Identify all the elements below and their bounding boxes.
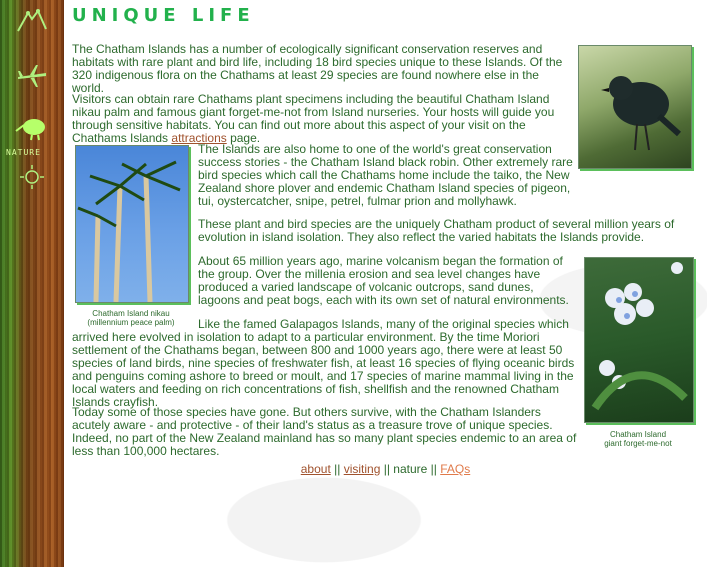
sidebar	[0, 0, 64, 567]
hands-icon[interactable]	[12, 6, 52, 36]
survival-paragraph: Today some of those species have gone. But others survive, with the Chatham Islanders acutely aware - and protective - of their land's status as a treasure trove of unique species. Indeed, no part of the New Zealand mainland has so many plant species endemic to an area of less than 100,000 hectares.	[72, 405, 577, 458]
volcanism-paragraph: About 65 million years ago, marine volcanism began the formation of the group. Over the millenia erosion and sea level changes have produced a varied landscape of volcanic outcrops, sand dunes, lagoons and peat bogs, each with its own set of natural environments.	[198, 254, 569, 307]
plane-icon[interactable]	[12, 60, 52, 90]
visitors-text-end: page.	[226, 131, 261, 145]
main-content	[64, 0, 707, 567]
forget-me-not-caption-line2: giant forget-me-not	[604, 439, 672, 448]
page-logo: UNIQUE LIFE	[72, 5, 255, 26]
black-robin-photo	[578, 45, 692, 169]
forget-me-not-photo	[584, 257, 694, 423]
kiwi-bird-icon[interactable]	[12, 112, 52, 142]
visiting-link[interactable]: visiting	[343, 462, 381, 476]
attractions-link[interactable]: attractions	[171, 131, 227, 145]
evolution-paragraph: These plant and bird species are the uniquely Chatham product of several million years of evolution in island isolation. They also reflect the varied habitats the Islands provide.	[198, 217, 675, 244]
nature-nav-label[interactable]: NATURE	[6, 148, 41, 157]
footer-nav	[64, 462, 707, 476]
nature-current-page: nature	[393, 462, 428, 476]
visitors-text: Visitors can obtain rare Chathams plant specimens including the beautiful Chatham Island nikau palm and famous giant forget-me-not from Island nurseries. Your hosts will guide you through sensitive habitats. You can find out more about this aspect of your visit on the Chathams Islands	[72, 92, 555, 145]
nikau-palm-photo	[75, 145, 189, 303]
nikau-caption: Chatham Island nikau (millennium peace palm)	[87, 309, 175, 327]
intro-paragraph: The Chatham Islands has a number of ecologically significant conservation reserves and habitats with rare plant and bird life, including 18 bird species unique to these Islands. Of the 320 indigenous flora on the Chathams at least 29 species are found nowhere else in the world.	[72, 42, 563, 95]
black-robin-paragraph: The Islands are also home to one of the world's great conservation success stories - the Chatham Island black robin. Other extremely rare bird species which call the Chathams home include the taiko, the New Zealand shore plover and endemic Chatham Island species of pigeon, tui, oystercatcher, snipe, petrel, fulmar prion and mollyhawk.	[198, 142, 573, 208]
forget-me-not-caption	[584, 430, 692, 448]
faqs-link[interactable]: FAQs	[440, 462, 471, 476]
galapagos-paragraph: Like the famed Galapagos Islands, many of the original species which arrived here evolved in isolation to adapt to a particular environment. By the time Moriori settlement of the Chathams began, between 800 and 1000 years ago, there were at least 50 species of land birds, nine species of freshwater fish, at least 16 species of flying oceanic birds and penguins coming ashore to breed or moult, and 17 species of marine mammal living in the local waters and feeding on rich concentrations of fish, shellfish and the renowned Chatham Islands crayfish.	[72, 317, 575, 409]
nav-separator: ||	[427, 462, 441, 476]
nav-separator: ||	[330, 462, 344, 476]
forget-me-not-caption-line1: Chatham Island	[609, 430, 667, 439]
sun-icon[interactable]	[12, 162, 52, 192]
visitors-paragraph	[72, 93, 572, 145]
nav-separator: ||	[380, 462, 394, 476]
about-link[interactable]: about	[300, 462, 331, 476]
